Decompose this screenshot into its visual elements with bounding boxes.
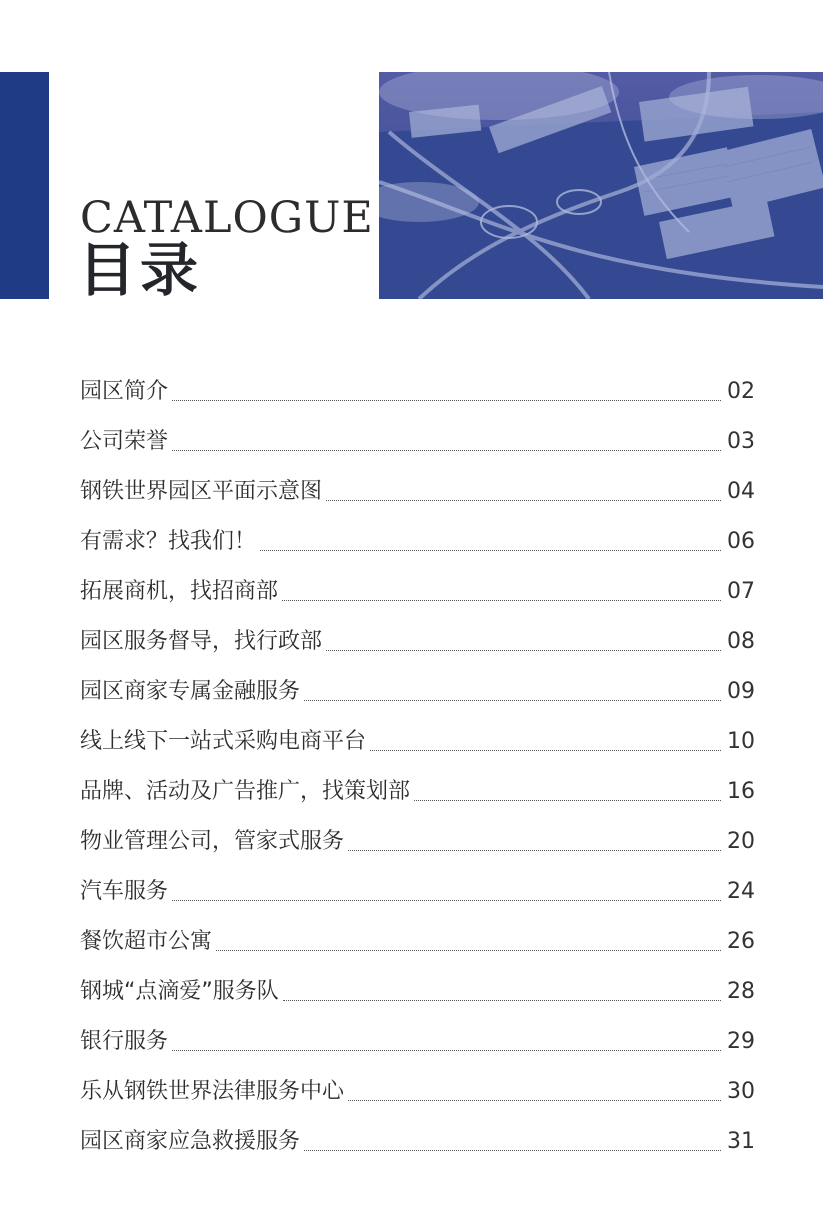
dot-leader: [260, 550, 721, 551]
toc-page-number: 30: [727, 1079, 755, 1104]
toc-title: 有需求？找我们！: [80, 529, 257, 554]
toc-page-number: 08: [727, 629, 755, 654]
toc-row[interactable]: [80, 857, 755, 907]
toc-page-number: 02: [727, 379, 755, 404]
toc-page-number: 10: [727, 729, 755, 754]
toc-page-number: 31: [727, 1129, 755, 1154]
toc-row[interactable]: [80, 807, 755, 857]
aerial-photo: [379, 72, 823, 299]
dot-leader: [304, 1150, 721, 1151]
toc-title: 拓展商机，找招商部: [80, 579, 279, 604]
toc-row[interactable]: [80, 357, 755, 407]
toc-row[interactable]: [80, 607, 755, 657]
toc-title: 物业管理公司，管家式服务: [80, 829, 345, 854]
toc-title: 银行服务: [80, 1029, 169, 1054]
dot-leader: [172, 900, 721, 901]
toc-page-number: 24: [727, 879, 755, 904]
toc-title: 园区简介: [80, 379, 169, 404]
toc-title: 园区商家应急救援服务: [80, 1129, 301, 1154]
toc-row[interactable]: [80, 657, 755, 707]
toc-title: 餐饮超市公寓: [80, 929, 213, 954]
dot-leader: [304, 700, 721, 701]
dot-leader: [414, 800, 721, 801]
toc-title: 园区服务督导，找行政部: [80, 629, 323, 654]
toc-title: 钢铁世界园区平面示意图: [80, 479, 323, 504]
dot-leader: [326, 500, 721, 501]
dot-leader: [172, 450, 721, 451]
dot-leader: [348, 850, 721, 851]
dot-leader: [172, 400, 721, 401]
toc-title: 钢城“点滴爱”服务队: [80, 979, 279, 1004]
catalogue-heading-cn: 目录: [78, 236, 203, 304]
toc-page-number: 06: [727, 529, 755, 554]
dot-leader: [326, 650, 721, 651]
toc-page-number: 07: [727, 579, 755, 604]
toc-page-number: 03: [727, 429, 755, 454]
toc-page-number: 04: [727, 479, 755, 504]
toc-page-number: 28: [727, 979, 755, 1004]
toc-title: 汽车服务: [80, 879, 169, 904]
toc-row[interactable]: [80, 407, 755, 457]
toc-page-number: 20: [727, 829, 755, 854]
catalogue-heading: CATALOGUE: [80, 193, 374, 243]
toc-page-number: 16: [727, 779, 755, 804]
toc-title: 园区商家专属金融服务: [80, 679, 301, 704]
toc-title: 品牌、活动及广告推广，找策划部: [80, 779, 411, 804]
toc-row[interactable]: [80, 1107, 755, 1157]
toc-page-number: 09: [727, 679, 755, 704]
dot-leader: [282, 600, 721, 601]
toc-row[interactable]: [80, 907, 755, 957]
toc-title: 线上线下一站式采购电商平台: [80, 729, 367, 754]
accent-bar: [0, 72, 49, 299]
dot-leader: [370, 750, 721, 751]
toc-row[interactable]: [80, 957, 755, 1007]
table-of-contents: [80, 357, 755, 1157]
toc-row[interactable]: [80, 457, 755, 507]
toc-row[interactable]: [80, 507, 755, 557]
toc-title: 公司荣誉: [80, 429, 169, 454]
dot-leader: [348, 1100, 721, 1101]
toc-page-number: 29: [727, 1029, 755, 1054]
toc-row[interactable]: [80, 1057, 755, 1107]
toc-row[interactable]: [80, 1007, 755, 1057]
dot-leader: [216, 950, 721, 951]
dot-leader: [283, 1000, 721, 1001]
toc-title: 乐从钢铁世界法律服务中心: [80, 1079, 345, 1104]
toc-page-number: 26: [727, 929, 755, 954]
toc-row[interactable]: [80, 757, 755, 807]
dot-leader: [172, 1050, 721, 1051]
toc-row[interactable]: [80, 557, 755, 607]
toc-row[interactable]: [80, 707, 755, 757]
